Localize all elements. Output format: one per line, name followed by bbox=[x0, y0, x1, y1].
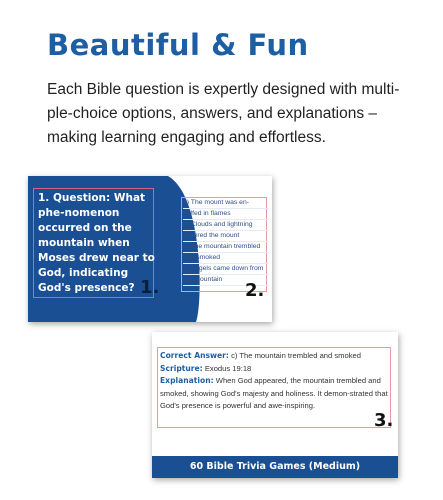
page-title: Beautiful & Fun bbox=[47, 28, 309, 62]
explanation-label: Explanation: bbox=[160, 376, 214, 385]
explanation-line bbox=[160, 375, 392, 413]
option-line: d) Angels came down from bbox=[183, 264, 269, 275]
correct-answer-label: Correct Answer: bbox=[160, 351, 229, 360]
scripture-label: Scripture: bbox=[160, 363, 203, 373]
explanation-value: When God appeared, the mountain trembled and smoked, showing God's majesty and holiness. It demon-strated that God's presence is powerful and awe-inspiring. bbox=[160, 376, 388, 410]
question-marker: 1. bbox=[140, 277, 160, 298]
answer-block bbox=[160, 350, 392, 413]
correct-answer-line bbox=[160, 350, 392, 363]
option-line: covered the mount bbox=[183, 231, 269, 242]
option-line: a) The mount was en- bbox=[183, 198, 269, 209]
options-marker: 2. bbox=[245, 280, 265, 301]
answer-card bbox=[152, 332, 398, 478]
scripture-line bbox=[160, 363, 392, 376]
answer-marker: 3. bbox=[374, 410, 394, 431]
options-list bbox=[183, 198, 269, 286]
scripture-value: Exodus 19:18 bbox=[202, 363, 252, 373]
intro-text: Each Bible question is expertly designed with multi-ple-choice options, answers, and explanations – making learning engaging and effortless. bbox=[47, 81, 400, 146]
question-text: 1. Question: What phe-nomenon occurred on the mountain when Moses drew near to God, indicating God's presence? bbox=[38, 192, 155, 294]
option-line: c) The mountain trembled bbox=[183, 242, 269, 253]
footer-banner: 60 Bible Trivia Games (Medium) bbox=[152, 456, 398, 478]
question-card bbox=[28, 176, 272, 322]
option-line: b) Clouds and lightning bbox=[183, 220, 269, 231]
option-line: the mountain bbox=[183, 275, 269, 286]
option-line: gulfed in flames bbox=[183, 209, 269, 220]
option-line: and smoked bbox=[183, 253, 269, 264]
correct-answer-value: c) The mountain trembled and smoked bbox=[228, 351, 361, 360]
